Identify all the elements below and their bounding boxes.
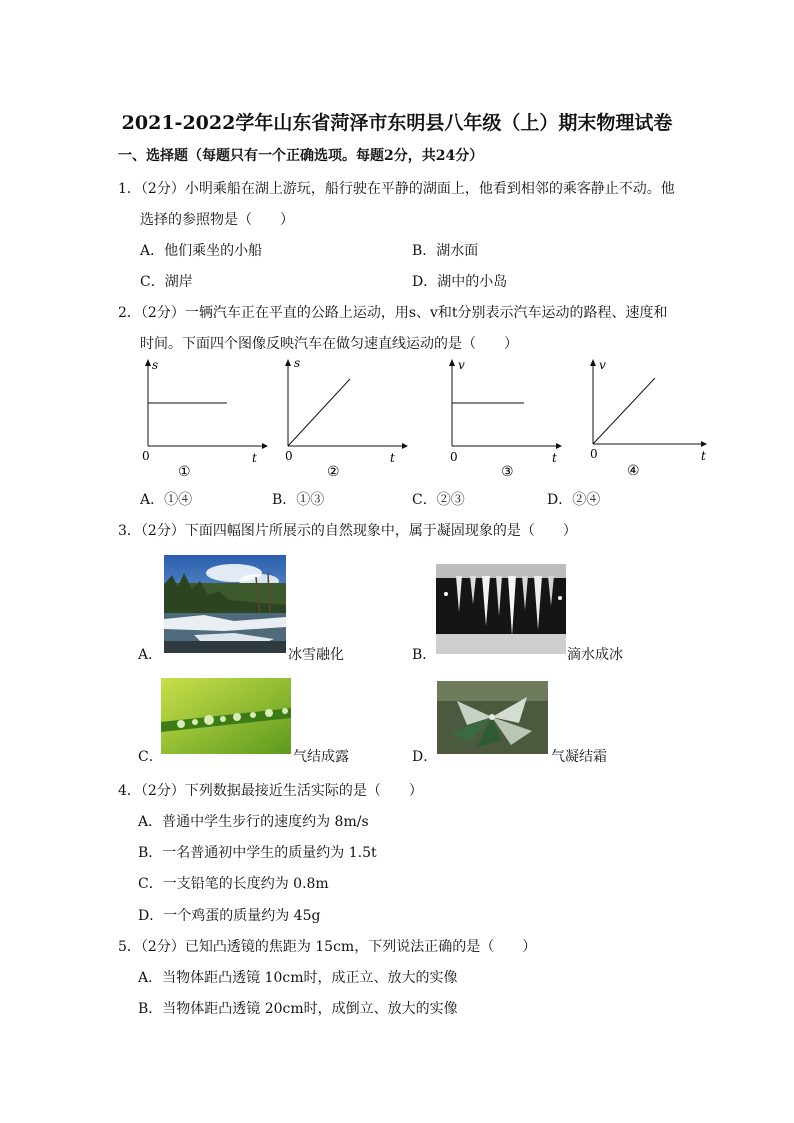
graph-4-x-label: t [701,449,706,463]
graph-2-x-label: t [390,451,395,465]
graph-3-y-label: v [458,358,465,372]
question-3-option-c-letter: C． [138,749,163,765]
graph-1-x-arrow [262,443,268,449]
graph-3-origin: 0 [450,450,458,464]
graph-3-number: ③ [501,464,514,480]
section-heading: 一、选择题（每题只有一个正确选项。每题2分，共24分） [118,148,484,164]
question-3-option-d-letter: D． [412,749,438,765]
graph-3-x-label: t [552,451,557,465]
photo-dew-drops [161,678,291,754]
question-3-option-b-letter: B． [412,647,437,663]
question-4-option-a: A．普通中学生步行的速度约为 8m/s [138,814,369,830]
question-5-option-b: B．当物体距凸透镜 20cm时，成倒立、放大的实像 [138,1001,458,1017]
question-5-option-a: A．当物体距凸透镜 10cm时，成正立、放大的实像 [138,970,458,986]
graph-2-line [288,379,350,446]
graph-4-number: ④ [627,463,640,479]
graph-4-y-arrow [590,359,596,366]
question-1-option-c: C．湖岸 [140,274,193,290]
question-4-option-d: D．一个鸡蛋的质量约为 45g [138,908,321,924]
graph-4-x-arrow [701,441,707,447]
question-2-stem-line1: 2．（2分）一辆汽车正在平直的公路上运动，用s、v和t分别表示汽车运动的路程、速度和 [118,305,668,321]
graph-3 [444,356,574,480]
graph-1-y-arrow [145,359,151,366]
question-3-option-a-text: 冰雪融化 [288,647,344,663]
graph-4-y-label: v [599,358,606,372]
photo-icicles [436,564,566,654]
graph-1-x-label: t [252,451,257,465]
graph-3-x-arrow [556,443,562,449]
photo-frost-leaves [437,681,548,754]
graph-2-number: ② [327,464,340,480]
page-title: 2021-2022学年山东省菏泽市东明县八年级（上）期末物理试卷 [121,112,673,134]
graph-2-y-arrow [285,359,291,366]
graph-1-number: ① [178,464,191,480]
question-4-option-b: B．一名普通初中学生的质量约为 1.5t [138,845,377,861]
question-5-stem: 5．（2分）已知凸透镜的焦距为 15cm，下列说法正确的是（ ） [118,939,537,955]
graph-1 [138,356,268,480]
graph-4-origin: 0 [590,447,598,461]
graph-4 [585,356,715,480]
graph-2-x-arrow [402,443,408,449]
question-2-option-d: D．②④ [547,492,601,508]
graph-4-line [593,378,655,444]
question-3-option-c-text: 气结成露 [293,749,349,765]
question-2-option-b: B．①③ [272,492,325,508]
photo-melting-snow [164,555,286,653]
graph-2-y-label: s [294,356,301,370]
question-2-stem-line2: 时间。下面四个图像反映汽车在做匀速直线运动的是（ ） [140,336,518,352]
question-2-option-c: C．②③ [412,492,465,508]
question-1-option-a: A．他们乘坐的小船 [140,243,263,259]
graph-2 [280,356,410,480]
question-2-option-a: A．①④ [140,492,193,508]
question-4-option-c: C．一支铅笔的长度约为 0.8m [138,876,329,892]
graph-1-y-label: s [152,358,159,372]
question-3-option-d-text: 气凝结霜 [551,749,607,765]
question-1-option-d: D．湖中的小岛 [412,274,508,290]
question-1-stem-line1: 1．（2分）小明乘船在湖上游玩，船行驶在平静的湖面上，他看到相邻的乘客静止不动。他 [118,181,675,197]
graph-1-origin: 0 [142,449,150,463]
graph-3-y-arrow [449,359,455,366]
question-3-stem: 3．（2分）下面四幅图片所展示的自然现象中，属于凝固现象的是（ ） [118,523,577,539]
question-1-option-b: B．湖水面 [412,243,479,259]
graph-2-origin: 0 [285,449,293,463]
question-3-option-b-text: 滴水成冰 [567,647,623,663]
question-4-stem: 4．（2分）下列数据最接近生活实际的是（ ） [118,783,423,799]
question-1-stem-line2: 选择的参照物是（ ） [140,212,294,228]
question-3-option-a-letter: A． [138,647,163,663]
